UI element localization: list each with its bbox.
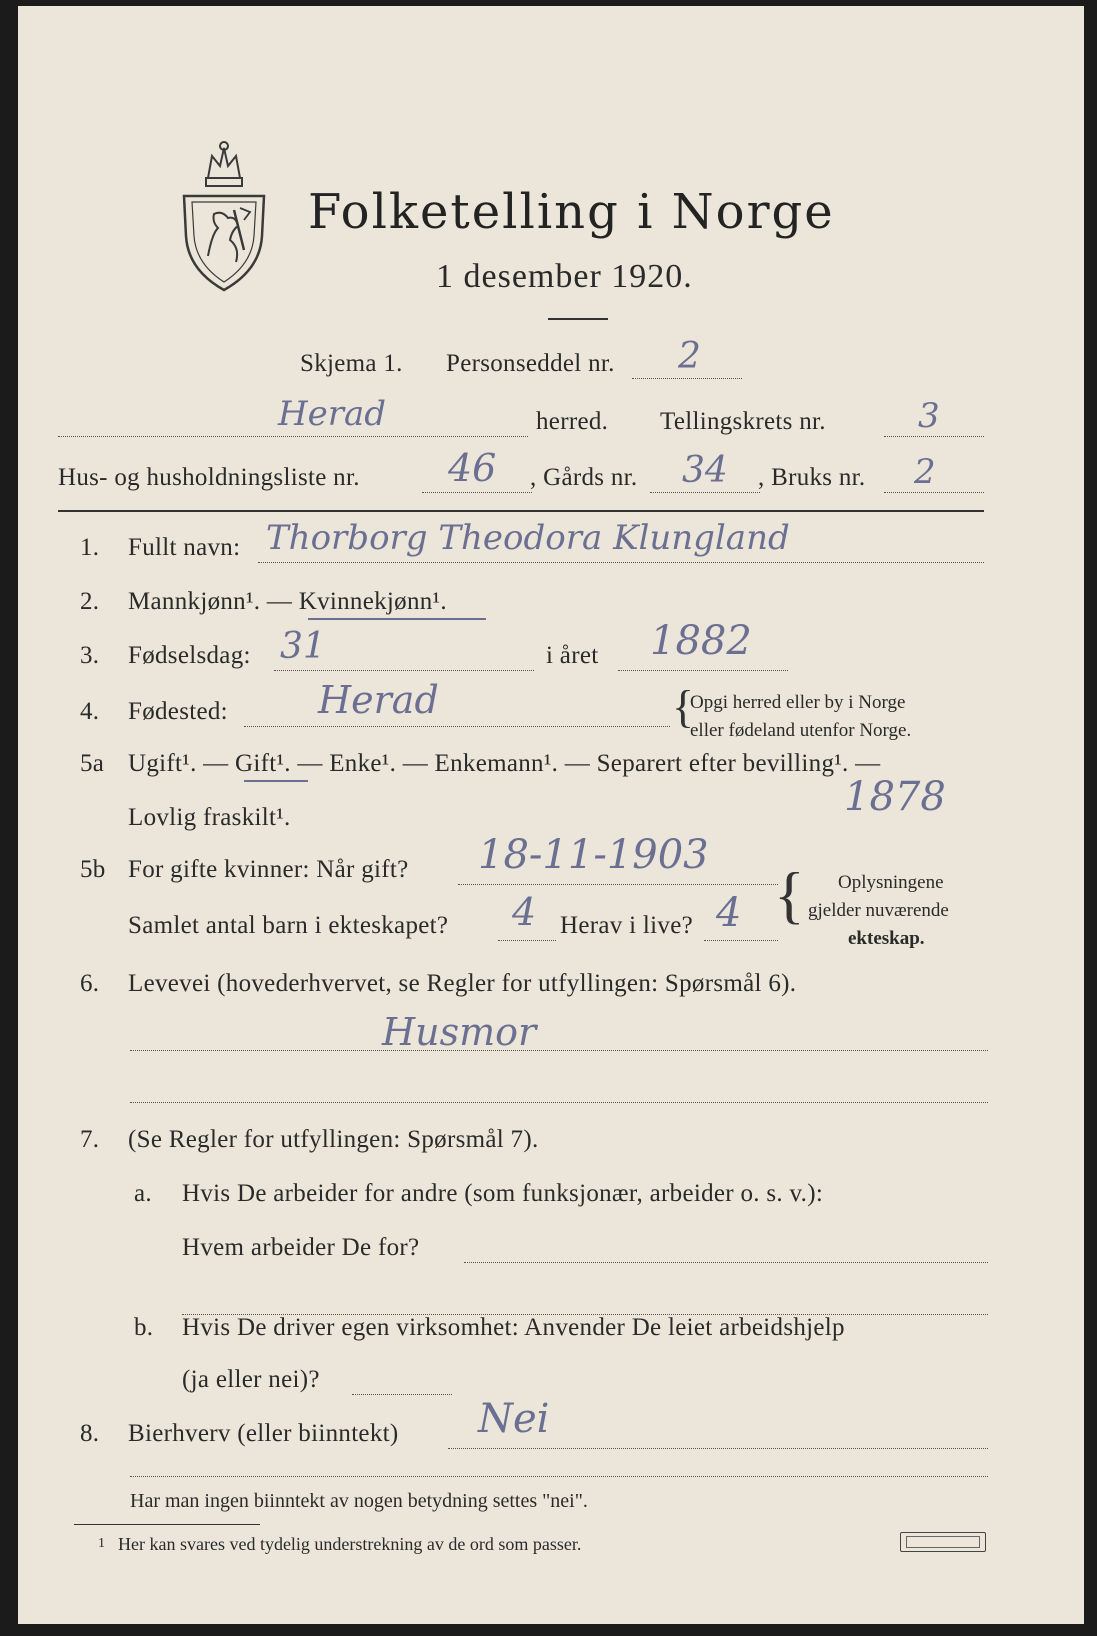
q5a-number: 5a	[80, 750, 105, 777]
tellingskrets-label: Tellingskrets nr.	[660, 408, 826, 435]
bruks-label: , Bruks nr.	[758, 464, 866, 491]
q5b-number: 5b	[80, 856, 106, 883]
q6-label: Levevei (hovederhvervet, se Regler for utfyllingen: Spørsmål 6).	[128, 970, 797, 997]
herred-value: Herad	[278, 394, 387, 434]
q5b-note-brace: {	[774, 859, 805, 930]
herred-label: herred.	[536, 408, 609, 435]
q3-year-label: i året	[546, 642, 599, 669]
q5a-underline-gift	[244, 780, 308, 782]
tellingskrets-value: 3	[918, 396, 940, 436]
bruks-value: 2	[914, 452, 936, 492]
q7a-number: a.	[134, 1180, 152, 1207]
q3-day-value: 31	[280, 626, 326, 667]
coat-of-arms-icon	[178, 138, 270, 294]
hus-label: Hus- og husholdningsliste nr.	[58, 464, 360, 491]
tellingskrets-line	[884, 436, 984, 437]
hus-value: 46	[448, 446, 497, 490]
q5b-children-line	[498, 940, 556, 941]
q4-line	[244, 726, 670, 727]
q1-value: Thorborg Theodora Klungland	[266, 518, 790, 558]
q4-number: 4.	[80, 698, 100, 725]
form-title: Folketelling i Norge	[308, 184, 835, 240]
q4-label: Fødested:	[128, 698, 228, 725]
q3-year-value: 1882	[650, 618, 752, 664]
personseddel-line	[632, 378, 742, 379]
q7a-label: Hvis De arbeider for andre (som funksjonær, arbeider o. s. v.):	[182, 1180, 824, 1207]
q8-line-2	[130, 1476, 988, 1477]
herred-line	[58, 436, 528, 437]
q4-note-line-1: Opgi herred eller by i Norge	[690, 692, 906, 713]
q2-number: 2.	[80, 588, 100, 615]
q8-number: 8.	[80, 1420, 100, 1447]
q4-value: Herad	[318, 678, 439, 722]
q3-day-line	[274, 670, 534, 671]
q5a-annotation: 1878	[844, 774, 946, 820]
q5a-label: Ugift¹. — Gift¹. — Enke¹. — Enkemann¹. — Separert efter bevilling¹. —	[128, 750, 881, 777]
q7b-number: b.	[134, 1314, 154, 1341]
q7a-line-1	[464, 1262, 988, 1263]
q8-label: Bierhverv (eller biinntekt)	[128, 1420, 399, 1447]
q7b-label-2: (ja eller nei)?	[182, 1366, 320, 1393]
personseddel-label: Personseddel nr.	[446, 350, 615, 377]
q6-number: 6.	[80, 970, 100, 997]
q5b-children-value: 4	[512, 890, 537, 934]
header-divider	[58, 510, 984, 512]
q2-underline-kvinnekjonn	[308, 618, 486, 620]
q6-line-2	[130, 1102, 988, 1103]
q5b-children-label: Samlet antal barn i ekteskapet?	[128, 912, 449, 939]
q1-number: 1.	[80, 534, 100, 561]
q3-year-line	[618, 670, 788, 671]
q2-label: Mannkjønn¹. — Kvinnekjønn¹.	[128, 588, 447, 615]
printer-stamp-icon	[900, 1532, 986, 1552]
q5a-label-2: Lovlig fraskilt¹.	[128, 804, 291, 831]
form-date: 1 desember 1920.	[436, 258, 693, 295]
q4-note-line-2: eller fødeland utenfor Norge.	[690, 720, 912, 741]
q4-note-brace: {	[672, 681, 695, 732]
q7a-label-2: Hvem arbeider De for?	[182, 1234, 420, 1261]
q5b-married-value: 18-11-1903	[478, 832, 709, 878]
footnote-mark: 1	[98, 1536, 105, 1551]
q7b-label: Hvis De driver egen virksomhet: Anvender De leiet arbeidshjelp	[182, 1314, 845, 1341]
q8-value: Nei	[478, 1396, 550, 1442]
footnote-text: Her kan svares ved tydelig understrekning av de ord som passer.	[118, 1534, 582, 1554]
q7b-line	[352, 1394, 452, 1395]
footnote-divider	[74, 1524, 260, 1525]
q5b-label: For gifte kvinner: Når gift?	[128, 856, 409, 883]
q3-number: 3.	[80, 642, 100, 669]
q5b-married-line	[458, 884, 778, 885]
q3-label: Fødselsdag:	[128, 642, 251, 669]
hus-line	[422, 492, 532, 493]
q5b-note-line-3: ekteskap.	[848, 928, 925, 949]
gards-line	[650, 492, 760, 493]
q7-label: (Se Regler for utfyllingen: Spørsmål 7).	[128, 1126, 539, 1153]
skjema-label: Skjema 1.	[300, 350, 403, 377]
q6-value: Husmor	[382, 1010, 537, 1054]
personseddel-value: 2	[678, 336, 701, 377]
q8-line	[448, 1448, 988, 1449]
q5b-alive-label: Herav i live?	[560, 912, 694, 939]
census-form	[18, 6, 1084, 1624]
biinntekt-note: Har man ingen biinntekt av nogen betydning settes "nei".	[130, 1490, 588, 1512]
bruks-line	[884, 492, 984, 493]
q1-label: Fullt navn:	[128, 534, 241, 561]
gards-label: , Gårds nr.	[530, 464, 638, 491]
q5b-note-line-2: gjelder nuværende	[808, 900, 949, 921]
q5b-note-line-1: Oplysningene	[838, 872, 944, 893]
title-divider	[548, 318, 608, 320]
q7-number: 7.	[80, 1126, 100, 1153]
gards-value: 34	[682, 450, 728, 491]
q6-line-1	[130, 1050, 988, 1051]
q1-line	[258, 562, 984, 563]
q5b-alive-line	[704, 940, 778, 941]
q5b-alive-value: 4	[716, 890, 742, 936]
